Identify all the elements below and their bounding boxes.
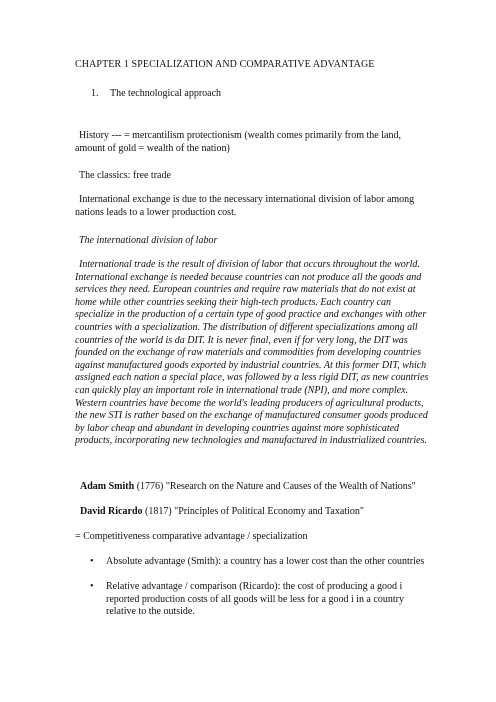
author-ricardo: David Ricardo: [80, 506, 143, 517]
bullet-absolute-advantage: Absolute advantage (Smith): a country has a lower cost than the other countries: [106, 556, 425, 567]
paragraph-competitiveness: = Competitiveness comparative advantage / specialization: [75, 531, 308, 542]
bullet-marker: •: [90, 556, 94, 567]
chapter-title: CHAPTER 1 SPECIALIZATION AND COMPARATIVE ADVANTAGE: [75, 59, 375, 70]
section-number: 1.: [91, 88, 99, 99]
bullet-marker: •: [90, 581, 94, 592]
paragraph-idl-body: International trade is the result of division of labor that occurs throughout the world. International exchange is needed because countries can not produce all the goods and services they need. European countries and require raw materials that do not exist at home while other countries seeking their high-tech products. Each country can specialize in the production of a certain type of good practice and exchanges with other countries with a specialization. The distribution of different specializations among all countries of the world is da DIT. It is never final, even if for very long, the DIT was founded on the exchange of raw materials and commodities from developing countries against manufactured goods exported by industrial countries. At this former DIT, which assigned each nation a special place, was followed by a less rigid DIT, as new countries can quickly play an important role in international trade (NPI), and more complex. Western countries have become the world's leading producers of agricultural products, the new STI is rather based on the exchange of manufactured consumer goods produced by labor cheap and abundant in developing countries against more sophisticated products, incorporating new technologies and manufactured in industrialized countries.: [75, 259, 429, 447]
reference-ricardo: [80, 505, 364, 518]
author-smith: Adam Smith: [80, 481, 135, 492]
subheading-idl: The international division of labor: [79, 235, 218, 246]
paragraph-exchange: International exchange is due to the necessary international division of labor among nations leads to a lower production cost.: [75, 194, 415, 218]
bullet-relative-advantage: Relative advantage / comparison (Ricardo): the cost of producing a good i reported production costs of all goods will be less for a good i in a country relative to the outside.: [106, 581, 404, 618]
work-ricardo: (1817) "Principles of Political Economy and Taxation": [142, 506, 364, 517]
section-title: The technological approach: [110, 88, 222, 99]
reference-smith: [80, 480, 416, 493]
work-smith: (1776) "Research on the Nature and Causes of the Wealth of Nations": [134, 481, 416, 492]
paragraph-classics: The classics: free trade: [79, 170, 171, 181]
paragraph-history: History --- = mercantilism protectionism (wealth comes primarily from the land, amount of gold = wealth of the nation): [75, 130, 401, 154]
